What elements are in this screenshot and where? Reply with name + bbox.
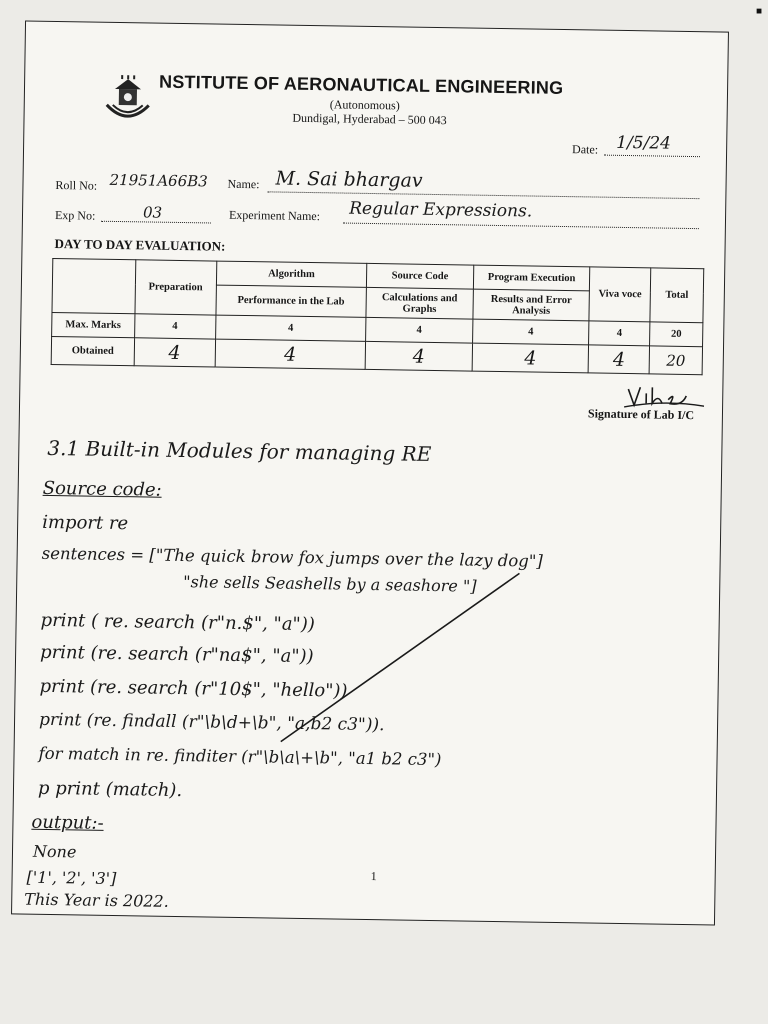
signature-label: Signature of Lab I/C bbox=[587, 406, 695, 423]
exp-label: Exp No: bbox=[54, 208, 96, 223]
header-viva: Viva voce bbox=[589, 267, 651, 322]
expname-line bbox=[343, 223, 699, 230]
obtained-cell: 4 bbox=[215, 339, 366, 369]
max-mark-cell: 4 bbox=[472, 319, 589, 345]
header-results: Results and Error Analysis bbox=[473, 289, 590, 321]
code-line: print (re. findall (r"\b\d+\b", "a,b2 c3")). bbox=[38, 709, 385, 736]
instructor-signature bbox=[624, 383, 704, 410]
correction-strike-line bbox=[277, 566, 530, 750]
obtained-cell: 4 bbox=[588, 345, 649, 374]
max-marks-label: Max. Marks bbox=[52, 312, 135, 337]
name-line bbox=[267, 191, 699, 199]
obtained-cell: 20 bbox=[649, 346, 702, 375]
name-value: M. Sai bhargav bbox=[275, 167, 423, 192]
date-value: 1/5/24 bbox=[616, 132, 672, 154]
institute-address: Dundigal, Hyderabad – 500 043 bbox=[292, 110, 447, 128]
page-number: 1 bbox=[370, 869, 377, 884]
max-mark-cell: 4 bbox=[589, 321, 650, 346]
roll-value: 21951A66B3 bbox=[109, 170, 208, 191]
institute-name: NSTITUTE OF AERONAUTICAL ENGINEERING bbox=[158, 71, 564, 98]
exp-value: 03 bbox=[142, 203, 163, 222]
code-line: print (re. search (r"10$", "hello")) bbox=[39, 675, 348, 702]
expname-value: Regular Expressions. bbox=[348, 198, 533, 222]
header-performance: Performance in the Lab bbox=[216, 285, 367, 317]
header-preparation: Preparation bbox=[135, 260, 217, 315]
code-line: print (re. search (r"na$", "a")) bbox=[39, 641, 314, 668]
corner-cell bbox=[52, 258, 136, 313]
output-line: None bbox=[32, 841, 77, 862]
max-mark-cell: 4 bbox=[215, 315, 366, 341]
corner-mark: ■ bbox=[756, 6, 763, 17]
expname-label: Experiment Name: bbox=[228, 207, 321, 224]
code-line: "she sells Seashells by a seashore "] bbox=[183, 572, 477, 596]
header-algorithm: Algorithm bbox=[216, 261, 367, 287]
code-line: sentences = ["The quick brow fox jumps over the lazy dog"] bbox=[41, 543, 543, 571]
code-line: for match in re. finditer (r"\b\a\+\b", "a1 b2 c3") bbox=[38, 743, 442, 770]
experiment-heading: 3.1 Built-in Modules for managing RE bbox=[47, 435, 432, 466]
header-source-code: Source Code bbox=[366, 263, 473, 289]
date-line bbox=[604, 155, 700, 158]
obtained-cell: 4 bbox=[365, 341, 472, 371]
max-mark-cell: 20 bbox=[650, 322, 703, 347]
evaluation-table bbox=[51, 258, 705, 375]
max-mark-cell: 4 bbox=[366, 317, 473, 343]
output-line: ['1', '2', '3'] bbox=[26, 867, 117, 889]
institute-logo bbox=[100, 75, 155, 128]
autonomous-label: (Autonomous) bbox=[329, 97, 400, 113]
output-label: output:- bbox=[31, 811, 104, 834]
lab-record-page bbox=[11, 21, 729, 926]
code-line: print ( re. search (r"n.$", "a")) bbox=[40, 609, 316, 636]
code-line: import re bbox=[42, 511, 129, 535]
faded-stamp: ​ bbox=[214, 500, 219, 531]
output-line: This Year is 2022. bbox=[24, 889, 169, 911]
obtained-cell: 4 bbox=[134, 338, 215, 367]
date-label: Date: bbox=[572, 142, 599, 157]
source-code-label: Source code: bbox=[42, 477, 162, 501]
name-label: Name: bbox=[227, 176, 260, 192]
header-program-execution: Program Execution bbox=[473, 265, 590, 291]
code-line: p print (match). bbox=[37, 777, 183, 802]
roll-label: Roll No: bbox=[55, 178, 98, 193]
header-total: Total bbox=[650, 268, 704, 323]
evaluation-title: DAY TO DAY EVALUATION: bbox=[54, 236, 226, 254]
obtained-cell: 4 bbox=[472, 343, 589, 373]
obtained-label: Obtained bbox=[51, 336, 134, 365]
max-mark-cell: 4 bbox=[134, 314, 215, 339]
header-calculations: Calculations and Graphs bbox=[366, 287, 473, 319]
